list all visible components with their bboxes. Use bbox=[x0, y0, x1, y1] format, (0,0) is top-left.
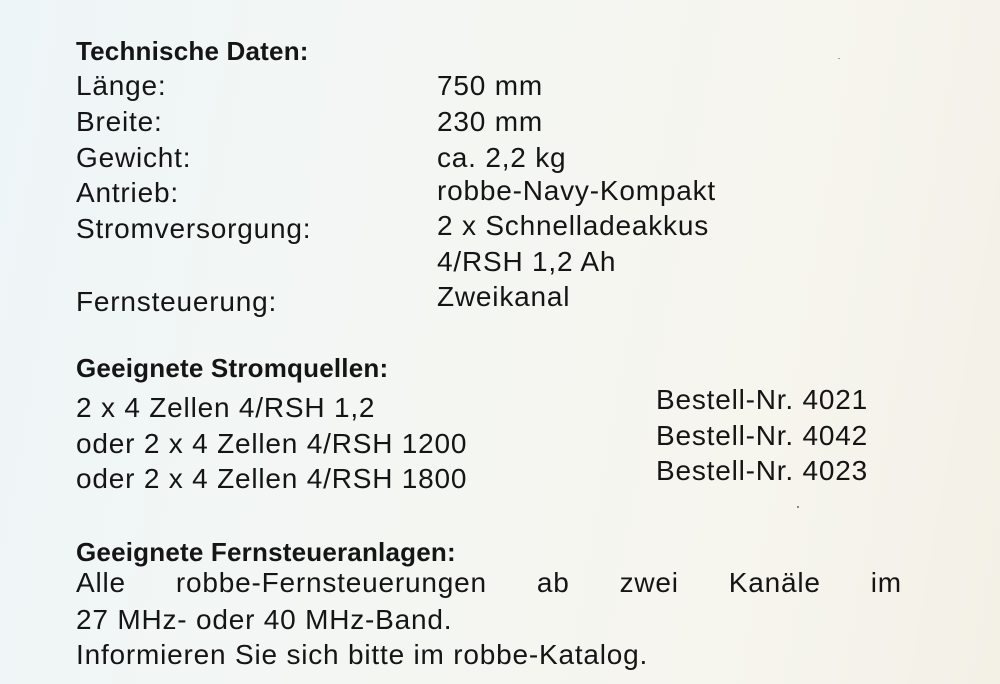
word: zwei bbox=[619, 567, 679, 598]
power-sources-heading: Geeignete Stromquellen: bbox=[76, 353, 389, 383]
spec-value: 750 mm bbox=[437, 70, 543, 101]
remote-controls-heading: Geeignete Fernsteueranlagen: bbox=[76, 537, 456, 567]
spec-label: Breite: bbox=[76, 106, 163, 137]
spec-value: 2 x Schnelladeakkus bbox=[437, 210, 710, 241]
power-source-desc: oder 2 x 4 Zellen 4/RSH 1200 bbox=[76, 428, 468, 459]
remote-controls-text-line: 27 MHz- oder 40 MHz-Band. bbox=[76, 604, 453, 635]
spec-label: Gewicht: bbox=[76, 142, 192, 173]
power-source-desc: oder 2 x 4 Zellen 4/RSH 1800 bbox=[76, 463, 468, 494]
spec-value: 4/RSH 1,2 Ah bbox=[437, 246, 617, 277]
spec-value: Zweikanal bbox=[437, 281, 571, 312]
word: im bbox=[870, 567, 902, 598]
spec-label: Länge: bbox=[76, 70, 167, 101]
spec-label: Stromversorgung: bbox=[76, 213, 312, 244]
order-number: Bestell-Nr. 4021 bbox=[656, 384, 869, 415]
spec-label: Antrieb: bbox=[76, 177, 179, 208]
spec-value: robbe-Navy-Kompakt bbox=[437, 175, 716, 206]
power-source-desc: 2 x 4 Zellen 4/RSH 1,2 bbox=[76, 392, 376, 423]
spec-value: ca. 2,2 kg bbox=[437, 142, 567, 173]
word: Alle bbox=[76, 567, 126, 598]
remote-controls-text-line bbox=[76, 567, 902, 599]
order-number: Bestell-Nr. 4023 bbox=[656, 455, 869, 486]
word: ab bbox=[536, 567, 570, 598]
print-speck bbox=[797, 506, 799, 508]
order-number: Bestell-Nr. 4042 bbox=[656, 420, 869, 451]
spec-label: Fernsteuerung: bbox=[76, 286, 278, 317]
word: Kanäle bbox=[728, 567, 821, 598]
spec-value: 230 mm bbox=[437, 106, 543, 137]
print-speck bbox=[838, 58, 840, 59]
technical-data-heading: Technische Daten: bbox=[76, 36, 309, 66]
word: robbe-Fernsteuerungen bbox=[175, 567, 487, 598]
remote-controls-text-line: Informieren Sie sich bitte im robbe-Katalog. bbox=[76, 639, 649, 670]
